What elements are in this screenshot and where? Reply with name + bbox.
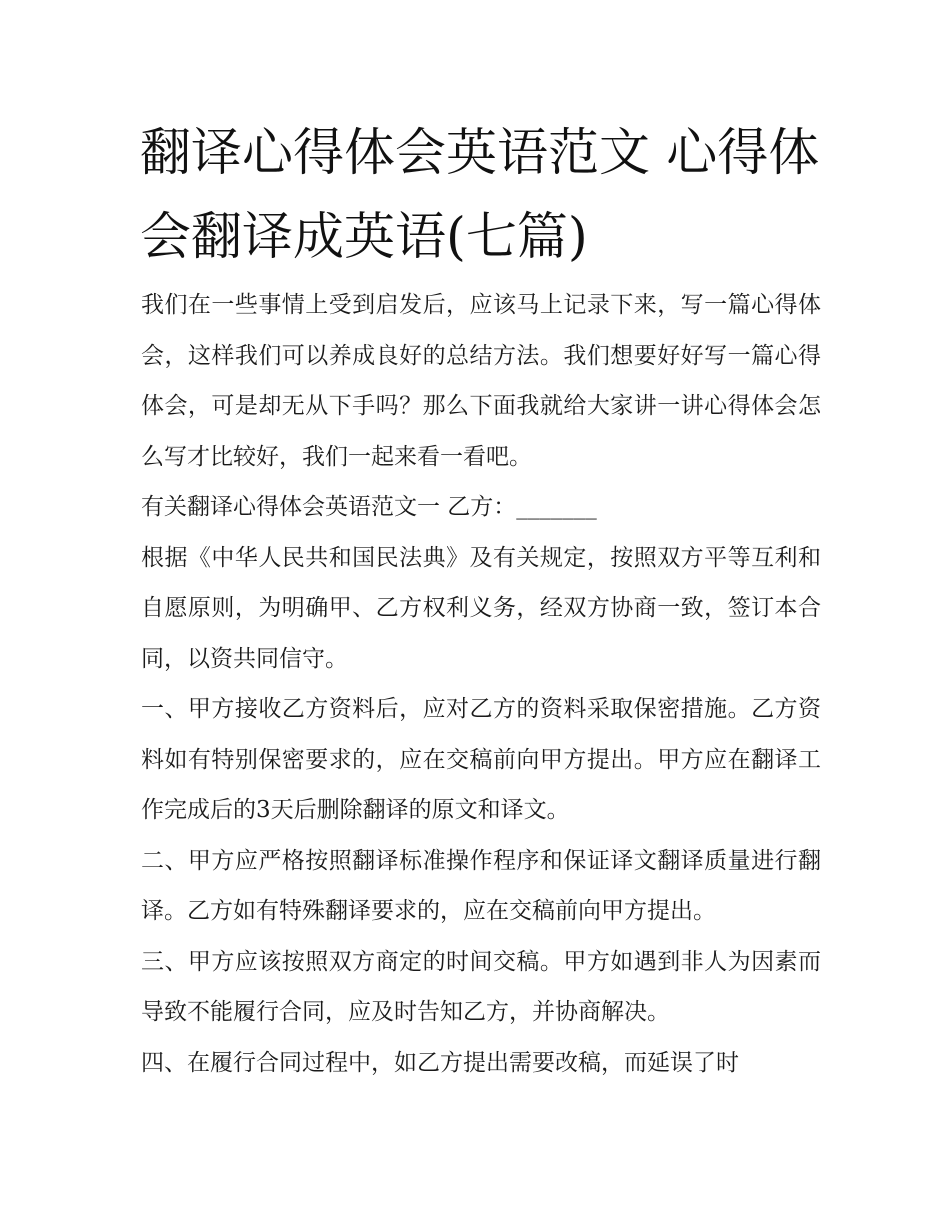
document-body [141, 280, 821, 1088]
paragraph-clause-4: 四、在履行合同过程中，如乙方提出需要改稿，而延误了时 [141, 1049, 739, 1076]
paragraph-clause-1: 一、甲方接收乙方资料后，应对乙方的资料采取保密措施。乙方资料如有特别保密要求的，应在交稿前向甲方提出。甲方应在翻译工作完成后的3天后删除翻译的原文和译文。 [141, 696, 821, 823]
document-title: 翻译心得体会英语范文 心得体会翻译成英语(七篇) [140, 124, 820, 267]
paragraph-clause-2: 二、甲方应严格按照翻译标准操作程序和保证译文翻译质量进行翻译。乙方如有特殊翻译要求的，应在交稿前向甲方提出。 [141, 847, 821, 924]
paragraph-intro: 我们在一些事情上受到启发后，应该马上记录下来，写一篇心得体会，这样我们可以养成良好的总结方法。我们想要好好写一篇心得体会，可是却无从下手吗？那么下面我就给大家讲一讲心得体会怎么写才比较好，我们一起来看一看吧。 [141, 292, 821, 470]
paragraph-section-heading: 有关翻译心得体会英语范文一 乙方：_______ [141, 494, 597, 520]
paragraph-clause-3: 三、甲方应该按照双方商定的时间交稿。甲方如遇到非人为因素而导致不能履行合同，应及时告知乙方，并协商解决。 [141, 948, 821, 1025]
paragraph-preamble: 根据《中华人民共和国民法典》及有关规定，按照双方平等互利和自愿原则，为明确甲、乙方权利义务，经双方协商一致，签订本合同，以资共同信守。 [141, 544, 821, 672]
